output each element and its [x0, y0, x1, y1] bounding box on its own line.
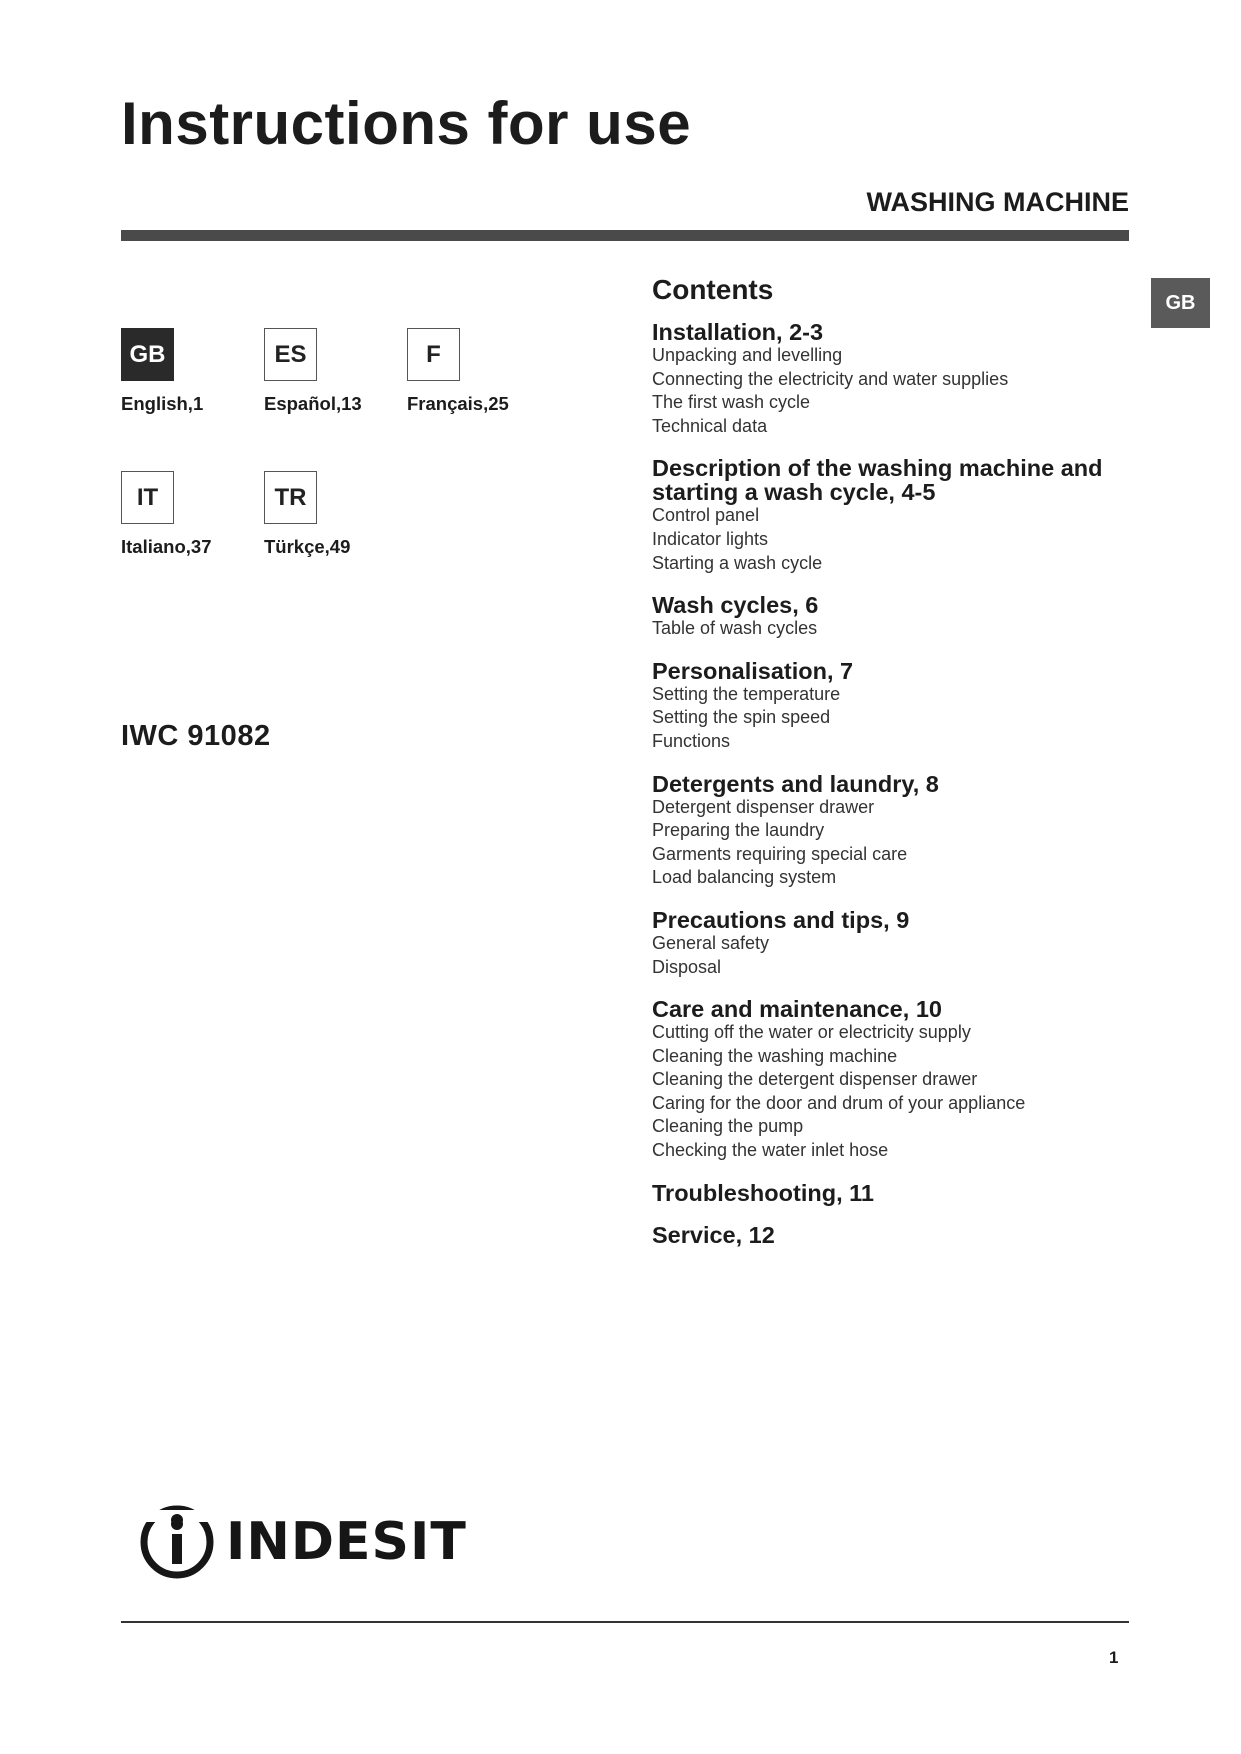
toc-item[interactable]: Preparing the laundry: [652, 820, 825, 841]
toc-section-title[interactable]: Troubleshooting, 11: [652, 1179, 874, 1206]
toc-section-care: [652, 997, 1152, 1163]
toc-item[interactable]: Caring for the door and drum of your appliance: [652, 1092, 1026, 1113]
toc-section-title[interactable]: Care and maintenance, 10: [652, 996, 942, 1023]
toc-item[interactable]: Starting a wash cycle: [652, 552, 823, 573]
product-type: WASHING MACHINE: [866, 187, 1129, 217]
language-label: English,1: [121, 393, 204, 414]
toc-section-title[interactable]: Detergents and laundry, 8: [652, 770, 939, 797]
language-item-f[interactable]: [407, 328, 509, 415]
toc-item[interactable]: Connecting the electricity and water supplies: [652, 368, 1009, 389]
language-label: Italiano,37: [121, 536, 212, 557]
language-code-box: IT: [121, 471, 174, 524]
language-code-box: F: [407, 328, 460, 381]
indesit-logo: [138, 1504, 467, 1580]
toc-item[interactable]: Cutting off the water or electricity supply: [652, 1022, 971, 1043]
toc-section-title[interactable]: Service, 12: [652, 1221, 775, 1248]
page-title: Instructions for use: [121, 90, 692, 157]
toc-item[interactable]: Checking the water inlet hose: [652, 1140, 889, 1161]
header-divider: [121, 230, 1129, 241]
toc-section-title[interactable]: Installation, 2-3: [652, 319, 824, 345]
toc-item[interactable]: Setting the temperature: [652, 683, 841, 704]
toc-item[interactable]: Disposal: [652, 956, 722, 977]
toc-item[interactable]: General safety: [652, 932, 770, 953]
toc-item[interactable]: Cleaning the washing machine: [652, 1045, 898, 1066]
contents-heading: Contents: [652, 274, 774, 305]
toc-section-service: [652, 1223, 1152, 1247]
toc-section-troubleshooting: [652, 1181, 1152, 1205]
toc-section-description: [652, 456, 1152, 575]
language-code-box: GB: [121, 328, 174, 381]
toc-section-detergents: [652, 772, 1152, 890]
page-number: 1: [1109, 1648, 1119, 1667]
toc-item[interactable]: Control panel: [652, 505, 760, 526]
indesit-logo-icon: [138, 1504, 216, 1580]
toc-item[interactable]: Detergent dispenser drawer: [652, 796, 875, 817]
toc-item[interactable]: Garments requiring special care: [652, 843, 908, 864]
language-code-box: ES: [264, 328, 317, 381]
toc-item[interactable]: Technical data: [652, 415, 768, 436]
toc-item[interactable]: Unpacking and levelling: [652, 345, 843, 365]
language-item-it[interactable]: [121, 471, 211, 558]
toc-item[interactable]: Setting the spin speed: [652, 707, 831, 728]
toc-section-title[interactable]: Precautions and tips, 9: [652, 906, 910, 933]
toc-item[interactable]: Cleaning the pump: [652, 1116, 804, 1137]
toc-section-wash-cycles: [652, 593, 1152, 641]
language-label: Français,25: [407, 393, 509, 414]
language-item-tr[interactable]: [264, 471, 350, 558]
toc-section-precautions: [652, 908, 1152, 979]
toc-item[interactable]: Cleaning the detergent dispenser drawer: [652, 1069, 978, 1090]
toc-item[interactable]: Indicator lights: [652, 528, 769, 549]
toc-item[interactable]: Functions: [652, 730, 731, 751]
language-item-es[interactable]: [264, 328, 362, 415]
toc-section-title[interactable]: Wash cycles, 6: [652, 592, 819, 619]
toc-item[interactable]: The first wash cycle: [652, 392, 811, 413]
table-of-contents: [652, 270, 1152, 1265]
language-item-gb[interactable]: [121, 328, 203, 415]
toc-section-personalisation: [652, 659, 1152, 754]
brand-name: INDESIT: [226, 1512, 467, 1572]
toc-section-title[interactable]: Personalisation, 7: [652, 657, 854, 684]
toc-item[interactable]: Table of wash cycles: [652, 618, 818, 639]
footer-divider: [121, 1621, 1129, 1623]
language-label: Español,13: [264, 393, 362, 414]
language-code-box: TR: [264, 471, 317, 524]
language-side-tab: GB: [1151, 278, 1210, 328]
toc-item[interactable]: Load balancing system: [652, 867, 837, 888]
toc-section-title[interactable]: Description of the washing machine and starting a wash cycle, 4-5: [652, 455, 1103, 506]
model-number: IWC 91082: [121, 720, 271, 752]
toc-section-installation: [652, 320, 1152, 438]
language-label: Türkçe,49: [264, 536, 351, 557]
